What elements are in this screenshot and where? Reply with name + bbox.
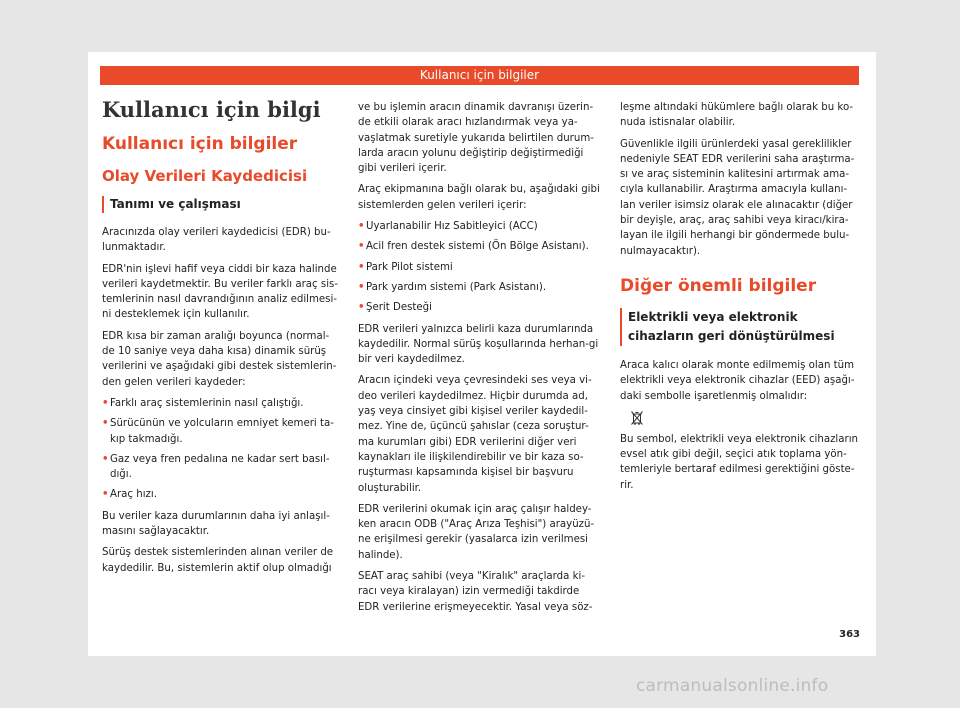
list-item: • Araç hızı. (102, 487, 340, 502)
topic-title: Elektrikli veya elektronik cihazların geri dönüştürülmesi (620, 308, 860, 346)
section-title: Diğer önemli bilgiler (620, 275, 817, 296)
paragraph: Güvenlikle ilgili ürünlerdeki yasal gereklilikler nedeniyle SEAT EDR verilerini saha araştırma-sı ve araç sisteminin kalitesini artırmak ama-cıyla kullanabilir. Araştırma amacıyla kullanı-lan veriler isimsiz olarak ele alınacaktır (diğer bir deyişle, araç, araç sahibi veya kiracı/kira-layan ile ilgili herhangi bir göndermede bulu-nulmayacaktır). (620, 138, 855, 257)
list-item: • Park Pilot sistemi (358, 260, 601, 275)
page-number: 363 (839, 629, 860, 640)
column-left (102, 97, 340, 582)
bullet-list (358, 219, 601, 315)
section-header-bar: Kullanıcı için bilgiler (100, 66, 859, 85)
paragraph: Sürüş destek sistemlerinden alınan veriler de kaydedilir. Bu, sistemlerin aktif olup olmadığı (102, 547, 334, 574)
paragraph: Aracın içindeki veya çevresindeki ses veya vi-deo verileri kaydedilmez. Hiçbir durumda ad, yaş veya cinsiyet gibi kişisel veriler kaydedil-mez. Yine de, üçüncü şahıslar (ceza soruştur-ma kurumları gibi) EDR verilerini diğer veri kaynakları ile ilişkilendirebilir ve bir kaza so-ruşturması kapsamında kişisel bir başvuru oluşturabilir. (358, 375, 592, 494)
list-item: • Gaz veya fren pedalına ne kadar sert basıl-dığı. (102, 452, 340, 483)
manual-page (88, 52, 876, 656)
subsection-title: Olay Verileri Kaydedicisi (102, 167, 308, 185)
paragraph: EDR kısa bir zaman aralığı boyunca (normal-de 10 saniye veya daha kısa) dinamik sürüş verilerini ve aşağıdaki gibi destek sistemlerin-den gelen verileri kaydeder: (102, 330, 337, 388)
paragraph: leşme altındaki hükümlere bağlı olarak bu ko-nuda istisnalar olabilir. (620, 102, 854, 129)
list-item: • Şerit Desteği (358, 300, 601, 315)
paragraph: Araca kalıcı olarak monte edilmemiş olan tüm elektrikli veya elektronik cihazlar (EED) aşağı-daki sembolle işaretlenmiş olmalıdır: (620, 359, 855, 402)
topic-title: Tanımı ve çalışması (102, 196, 340, 213)
paragraph: Aracınızda olay verileri kaydedicisi (EDR) bu-lunmaktadır. (102, 227, 331, 254)
list-item: • Park yardım sistemi (Park Asistanı). (358, 280, 601, 295)
paragraph: Bu sembol, elektrikli veya elektronik cihazların evsel atık gibi değil, seçici atık toplama yön-temleriyle bertaraf edilmesi gerektiğini göste-rir. (620, 433, 858, 491)
paragraph: Araç ekipmanına bağlı olarak bu, aşağıdaki gibi sistemlerden gelen verileri içerir: (358, 184, 600, 211)
chapter-title: Kullanıcı için bilgi (102, 97, 321, 122)
crossed-out-bin-icon (630, 410, 644, 426)
list-item: • Uyarlanabilir Hız Sabitleyici (ACC) (358, 219, 601, 234)
paragraph: ve bu işlemin aracın dinamik davranışı üzerin-de etkili olarak aracı hızlandırmak veya ya-vaşlatmak suretiyle yukarıda belirtilen durum-larda aracın yolunu değiştirip değiştirmediği gibi verileri içerir. (358, 102, 594, 175)
list-item: • Farklı araç sistemlerinin nasıl çalıştığı. (102, 396, 340, 411)
paragraph: SEAT araç sahibi (veya "Kiralık" araçlarda ki-racı veya kiralayan) izin vermediği takdirde EDR verilerine erişmeyecektir. Yasal veya söz- (358, 571, 593, 613)
watermark-text: carmanualsonline.info (636, 676, 829, 696)
paragraph: Bu veriler kaza durumlarının daha iyi anlaşıl-masını sağlayacaktır. (102, 510, 330, 538)
column-right (620, 100, 860, 499)
list-item: • Acil fren destek sistemi (Ön Bölge Asistanı). (358, 239, 601, 254)
paragraph: EDR'nin işlevi hafif veya ciddi bir kaza halinde verileri kaydetmektir. Bu veriler farklı araç sis-temlerinin nasıl davrandığının analiz edilmesi-ni desteklemek için kullanılır. (102, 263, 339, 321)
paragraph: EDR verilerini okumak için araç çalışır haldey-ken aracın ODB ("Araç Arıza Teşhisi") arayüzü-ne erişilmesi gerekir (yasalarca izin verilmesi halinde). (358, 503, 595, 561)
bullet-list (102, 396, 340, 503)
section-title: Kullanıcı için bilgiler (102, 134, 298, 154)
column-middle (358, 100, 601, 621)
list-item: • Sürücünün ve yolcuların emniyet kemeri ta-kıp takmadığı. (102, 416, 340, 447)
paragraph: EDR verileri yalnızca belirli kaza durumlarında kaydedilir. Normal sürüş koşullarında herhan-gi bir veri kaydedilmez. (358, 323, 599, 366)
